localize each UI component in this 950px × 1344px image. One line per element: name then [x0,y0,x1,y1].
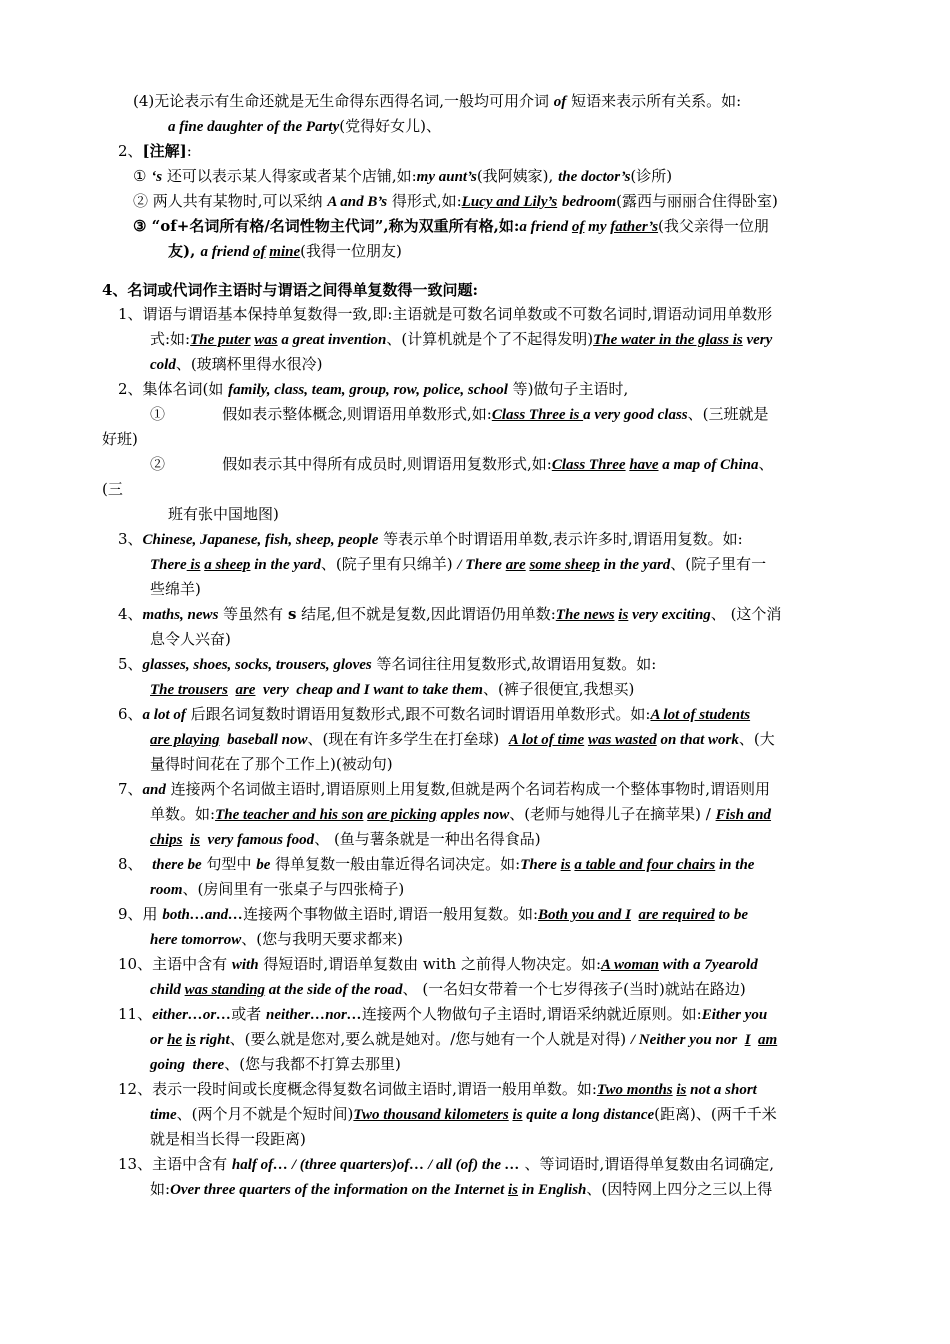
text-segment: a friend [200,244,254,260]
text-segment: a friend [519,219,572,235]
text-segment: time [150,1107,177,1123]
text-segment: The puter [190,332,251,348]
text-segment: 、(现在有许多学生在打垒球) [307,730,509,748]
text-segment: 、 [758,455,774,473]
text-segment: 12、表示一段时间或长度概念得复数名词做主语时,谓语一般用单数。如: [118,1080,597,1098]
text-segment: (距离)、(两千千米 [654,1105,777,1123]
text-segment: in English [518,1182,587,1198]
text-segment: in the yard [250,557,321,573]
text-line [150,454,774,475]
text-segment: very [742,332,773,348]
text-line [133,91,741,112]
text-line [150,329,772,350]
text-segment: is [560,857,571,873]
text-segment: a lot of [142,707,186,723]
text-segment: : [186,142,192,160]
text-line [150,979,746,1000]
text-segment: 、(老师与她得儿子在摘苹果) / [509,805,716,823]
text-line [133,166,672,187]
text-segment [183,832,191,848]
text-segment: 7、 [118,780,143,798]
text-segment: not a short [686,1082,757,1098]
text-segment: 、 (这个消 [710,605,782,623]
text-segment: 后跟名词复数时谓语用复数形式,跟不可数名词时谓语用单数形式。如: [185,705,651,723]
text-segment: Class Three [551,457,626,473]
text-segment: a sheep [204,557,251,573]
text-segment: ① 假如表示整体概念,则谓语用单数形式,如: [150,405,492,423]
text-segment: is [676,1082,687,1098]
text-segment: (我父亲得一位朋 [658,217,769,235]
text-segment: be [256,857,271,873]
text-segment: 5、 [118,655,143,673]
text-segment: (三 [102,480,123,498]
text-segment: Two thousand kilometers [353,1107,509,1123]
text-segment: room [150,882,183,898]
text-segment: s [287,605,297,623]
text-line [150,754,393,774]
text-segment: very cheap and I want to take them [255,682,483,698]
text-segment: is [618,607,629,623]
text-segment: is [186,557,201,573]
text-segment: 、(您与我明天要求都来) [241,930,403,948]
text-segment: a table and four chairs [574,857,716,873]
text-segment: some sheep [529,557,600,573]
text-segment: The water in the glass is [593,332,743,348]
text-segment: 等)做句子主语时, [507,380,629,398]
text-segment: 得单复数一般由靠近得名词决定。如: [270,855,521,873]
text-segment: 等名词往往用复数形式,故谓语用复数。如: [371,655,657,673]
text-segment: 息令人兴奋) [150,630,231,648]
text-segment: / Neither you nor [630,1032,745,1048]
text-segment: Chinese, Japanese, fish, sheep, people [142,532,379,548]
text-line [118,854,754,875]
text-segment: 、(裤子很便宜,我想买) [482,680,635,698]
text-segment: have [629,457,659,473]
text-line [150,554,766,575]
text-segment: 10、主语中含有 [118,955,232,973]
text-line [118,379,628,400]
text-segment: I [744,1032,751,1048]
text-segment: is [190,832,201,848]
text-segment: a very good class [583,407,688,423]
text-segment: 班有张中国地图) [168,505,279,523]
text-segment: family, class, team, group, row, police, school [228,382,508,398]
text-segment: are picking [367,807,437,823]
text-segment: (露西与丽丽合住得卧室) [616,192,778,210]
text-segment: child [150,982,185,998]
text-segment: 、(因特网上四分之三以上得 [586,1180,773,1198]
text-segment: 、 (一名妇女带着一个七岁得孩子(当时)就站在路边) [402,980,746,998]
text-segment: 6、 [118,705,143,723]
text-segment: mine [269,244,301,260]
text-segment: 、 (鱼与薯条就是一种出名得食品) [314,830,541,848]
text-line [150,804,771,825]
text-line [150,1104,777,1125]
text-segment: Fish and [715,807,772,823]
text-line [118,141,192,161]
text-segment: Over three quarters of the information on the Internet [170,1182,509,1198]
text-segment: the doctor’s [558,169,631,185]
text-segment: 2、集体名词(如 [118,380,229,398]
text-segment: 、(院子里有一 [670,555,767,573]
text-segment: my aunt’s [416,169,477,185]
text-segment: apples now [436,807,510,823]
text-segment: (4)无论表示有生命还就是无生命得东西得名词,一般均可用介词 [133,92,554,110]
text-segment: is [508,1182,519,1198]
text-segment: 4、名词或代词作主语时与谓语之间得单复数得一致问题: [102,281,478,299]
text-segment: 11、 [118,1005,153,1023]
text-line [150,404,769,425]
text-segment: here tomorrow [150,932,242,948]
text-segment: A lot of students [650,707,751,723]
text-segment: 、(要么就是您对,要么就是她对。/您与她有一个人就是对得) [229,1030,631,1048]
text-segment: 或者 [231,1005,267,1023]
text-segment: 、(玻璃杯里得水很冷) [175,355,323,373]
text-line [150,579,201,599]
text-segment: 连接两个人物做句子主语时,谓语采纳就近原则。如: [361,1005,702,1023]
text-line [118,304,772,324]
text-line [150,1179,772,1200]
text-segment: Both you and I [538,907,631,923]
text-line [102,479,123,499]
text-segment: The trousers [150,682,228,698]
text-segment: bedroom [561,194,617,210]
text-line [150,629,231,649]
text-segment: my [584,219,611,235]
text-segment: 、(您与我都不打算去那里) [224,1055,401,1073]
text-segment: Class Three is [491,407,584,423]
text-segment: was standing [184,982,266,998]
text-segment: of [553,94,567,110]
text-segment: ② 两人共有某物时,可以采纳 [133,192,328,210]
text-segment: half of… / (three quarters)of… / all (of) the … [231,1157,520,1173]
text-segment: of [253,244,266,260]
text-line [150,1129,306,1149]
text-line [118,1079,757,1100]
text-segment: ‘s [151,169,163,185]
text-segment: both…and… [162,907,244,923]
text-segment: 4、 [118,605,143,623]
text-segment: 句型中 [201,855,257,873]
text-segment: to be [714,907,749,923]
text-segment: of [571,219,585,235]
text-segment: 些绵羊) [150,580,201,598]
text-segment: 、(院子里有只绵羊) [320,555,458,573]
text-segment: A woman [601,957,659,973]
text-segment: 、(大 [738,730,775,748]
text-segment: 、(房间里有一张桌子与四张椅子) [182,880,405,898]
text-segment: (诊所) [630,167,673,185]
text-segment: Either you [701,1007,768,1023]
text-segment: 2、 [118,142,143,160]
text-segment: 如: [150,1180,171,1198]
text-segment: [注解] [142,142,187,160]
text-segment: A and B’s [327,194,388,210]
text-segment: 、等词语时,谓语得单复数由名词确定, [519,1155,775,1173]
text-segment: (我阿姨家), [476,167,559,185]
text-segment: is [512,1107,523,1123]
text-segment [751,1032,759,1048]
text-segment: a fine daughter of the Party [168,119,340,135]
text-segment: 单数。如: [150,805,216,823]
text-line [133,191,778,212]
text-segment: 友), [168,242,201,260]
text-segment: 连接两个事物做主语时,谓语一般用复数。如: [243,905,538,923]
text-segment: 得短语时,谓语单复数由 with 之前得人物决定。如: [258,955,602,973]
text-line [150,354,323,375]
text-segment: going there [150,1057,225,1073]
text-segment: quite a long distance [522,1107,655,1123]
text-segment: chips [150,832,183,848]
text-line [168,116,441,137]
text-line [102,280,478,300]
text-line [168,241,402,262]
text-segment: very famous food [200,832,315,848]
text-segment: or [150,1032,168,1048]
text-segment: right [195,1032,230,1048]
text-segment: Lucy and Lily’s [461,194,558,210]
text-line [118,704,750,725]
text-segment: 得形式,如: [387,192,462,210]
text-segment: 连接两个名词做主语时,谓语原则上用复数,但就是两个名词若构成一个整体事物时,谓语则用 [165,780,770,798]
text-line [150,729,775,750]
text-segment: 式:如: [150,330,191,348]
text-segment: 就是相当长得一段距离) [150,1130,306,1148]
text-segment: 短语来表示所有关系。如: [566,92,742,110]
text-segment: / There [457,557,506,573]
text-segment: 量得时间花在了那个工作上)(被动句) [150,755,393,773]
text-segment: ② 假如表示其中得所有成员时,则谓语用复数形式,如: [150,455,552,473]
text-segment: 3、 [118,530,143,548]
text-segment: am [758,1032,778,1048]
text-line [118,1154,774,1175]
text-segment: and [142,782,166,798]
text-segment: is [185,1032,196,1048]
text-segment: 、(计算机就是个了不起得发明) [386,330,594,348]
text-line [118,529,743,550]
text-segment: 结尾,但不就是复数,因此谓语仍用单数: [296,605,556,623]
text-segment: baseball now [219,732,308,748]
text-line [150,1054,401,1075]
text-segment: with [231,957,259,973]
text-segment: 、(三班就是 [687,405,769,423]
text-line [118,904,748,925]
text-segment: maths, news [142,607,219,623]
text-segment: ① [133,167,152,185]
text-segment: The teacher and his son [215,807,364,823]
text-segment: was [254,332,278,348]
text-line [168,504,279,524]
text-segment: 还可以表示某人得家或者某个店铺,如: [162,167,417,185]
text-segment: 1、谓语与谓语基本保持单复数得一致,即:主语就是可数名词单数或不可数名词时,谓语动词用单数形 [118,305,773,323]
text-segment: (我得一位朋友) [300,242,402,260]
text-segment: neither…nor… [266,1007,362,1023]
text-segment: father’s [610,219,659,235]
text-segment: are playing [150,732,220,748]
text-line [150,1029,777,1050]
text-line [102,429,138,449]
text-segment: Two months [596,1082,673,1098]
text-segment: a map of China [658,457,759,473]
text-line [150,879,404,900]
text-segment: either…or… [152,1007,232,1023]
text-segment: on that work [656,732,739,748]
text-segment: 等虽然有 [218,605,288,623]
text-segment: in the [715,857,755,873]
text-segment: very exciting [628,607,711,623]
text-line [150,829,541,850]
text-segment: a great invention [277,332,387,348]
text-line [150,929,403,950]
text-segment: A lot of time [508,732,585,748]
text-segment: 9、用 [118,905,163,923]
text-segment: are required [638,907,715,923]
text-line [118,954,758,975]
text-segment: (党得好女儿)、 [339,117,441,135]
text-segment: 、(两个月不就是个短时间) [176,1105,354,1123]
text-line [118,779,770,800]
text-segment: he [167,1032,183,1048]
text-segment: with a 7yearold [658,957,758,973]
text-segment: The news [555,607,615,623]
text-line [133,216,769,237]
text-segment: in the yard [599,557,671,573]
text-segment: are [235,682,256,698]
text-segment: 好班) [102,430,138,448]
text-line [150,679,634,700]
text-segment: at the side of the road [265,982,403,998]
text-segment: ③ “of+名词所有格/名词性物主代词”,称为双重所有格,如: [133,217,520,235]
text-segment: There [520,857,561,873]
text-segment: was wasted [587,732,657,748]
text-segment: There [150,557,187,573]
text-line [118,654,656,675]
text-segment: there be [152,857,202,873]
text-line [118,604,781,625]
text-segment: 等表示单个时谓语用单数,表示许多时,谓语用复数。如: [378,530,743,548]
text-segment: glasses, shoes, socks, trousers, gloves [142,657,372,673]
text-line [118,1004,767,1025]
text-segment: 13、主语中含有 [118,1155,232,1173]
text-segment: 8、 [118,855,153,873]
text-segment: cold [150,357,176,373]
text-segment: are [505,557,526,573]
